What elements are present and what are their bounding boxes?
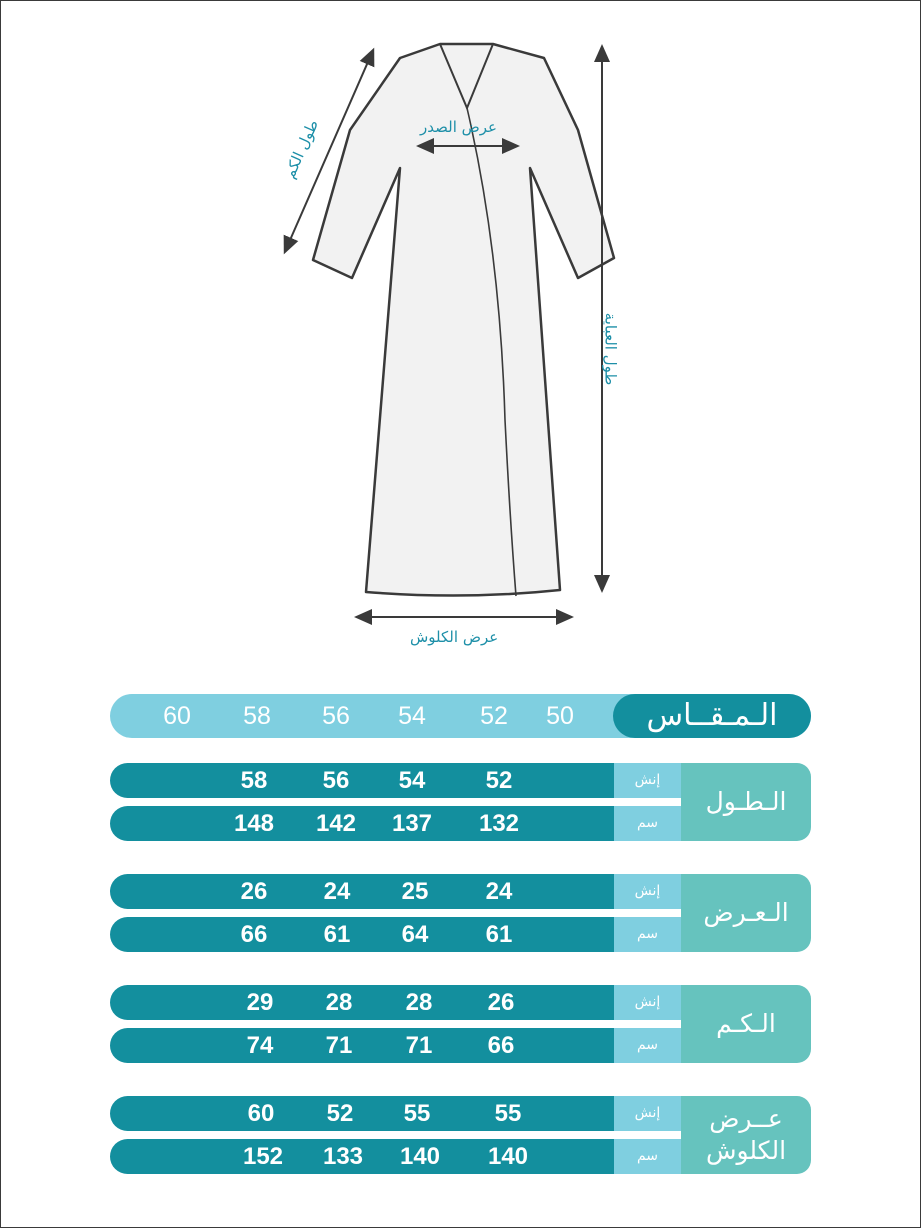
cm-row — [110, 1028, 614, 1063]
cm-unit-label: سم — [614, 1139, 681, 1174]
cell-value: 55 — [494, 1100, 522, 1127]
cell-value: 28 — [325, 989, 353, 1016]
cell-value: 140 — [487, 1143, 529, 1170]
cell-value: 24 — [323, 878, 351, 905]
inch-row — [110, 1096, 614, 1131]
sleeve-label: الـكـم — [681, 985, 811, 1063]
cell-value: 25 — [401, 878, 429, 905]
hem-width-label: عرض الكلوش — [410, 628, 499, 646]
cell-value: 29 — [246, 989, 274, 1016]
width-group — [110, 874, 811, 952]
size-value: 52 — [480, 702, 508, 730]
cell-value: 148 — [233, 810, 275, 837]
cell-value: 74 — [246, 1032, 274, 1059]
cell-value: 132 — [478, 810, 520, 837]
inch-row — [110, 985, 614, 1020]
cell-value: 61 — [323, 921, 351, 948]
inch-unit-label: إنش — [614, 874, 681, 909]
inch-row — [110, 874, 614, 909]
cell-value: 66 — [240, 921, 268, 948]
inch-unit-label: إنش — [614, 763, 681, 798]
size-value: 58 — [243, 702, 271, 730]
size-value: 60 — [163, 702, 191, 730]
size-header-bar — [110, 694, 811, 738]
width-label: الـعـرض — [681, 874, 811, 952]
cell-value: 26 — [240, 878, 268, 905]
sleeve-group — [110, 985, 811, 1063]
length-group — [110, 763, 811, 841]
inch-row — [110, 763, 614, 798]
cell-value: 66 — [487, 1032, 515, 1059]
cell-value: 28 — [405, 989, 433, 1016]
inch-unit-label: إنش — [614, 1096, 681, 1131]
cm-unit-label: سم — [614, 806, 681, 841]
cell-value: 142 — [315, 810, 357, 837]
cell-value: 64 — [401, 921, 429, 948]
cell-value: 140 — [399, 1143, 441, 1170]
length-label: الـطـول — [681, 763, 811, 841]
cell-value: 24 — [485, 878, 513, 905]
cell-value: 71 — [405, 1032, 433, 1059]
abaya-length-label: طول العباية — [601, 312, 620, 386]
cell-value: 26 — [487, 989, 515, 1016]
cell-value: 58 — [240, 767, 268, 794]
cm-row — [110, 917, 614, 952]
size-value: 50 — [546, 702, 574, 730]
hem-width-group — [110, 1096, 811, 1174]
cell-value: 56 — [322, 767, 350, 794]
cm-row — [110, 806, 614, 841]
cell-value: 55 — [403, 1100, 431, 1127]
inch-unit-label: إنش — [614, 985, 681, 1020]
cell-value: 71 — [325, 1032, 353, 1059]
cell-value: 61 — [485, 921, 513, 948]
cell-value: 54 — [398, 767, 426, 794]
cm-row — [110, 1139, 614, 1174]
cell-value: 152 — [242, 1143, 284, 1170]
cm-unit-label: سم — [614, 1028, 681, 1063]
size-value: 54 — [398, 702, 426, 730]
cell-value: 137 — [391, 810, 433, 837]
hem-width-row-label: عــرض الكلوش — [681, 1096, 811, 1174]
cell-value: 52 — [326, 1100, 354, 1127]
cell-value: 52 — [485, 767, 513, 794]
chest-width-label: عرض الصدر — [420, 118, 497, 136]
cell-value: 133 — [322, 1143, 364, 1170]
cm-unit-label: سم — [614, 917, 681, 952]
sleeve-length-label: طول الكم — [280, 116, 323, 182]
size-header-label: الـمـقــاس — [613, 694, 811, 738]
cell-value: 60 — [247, 1100, 275, 1127]
size-value: 56 — [322, 702, 350, 730]
